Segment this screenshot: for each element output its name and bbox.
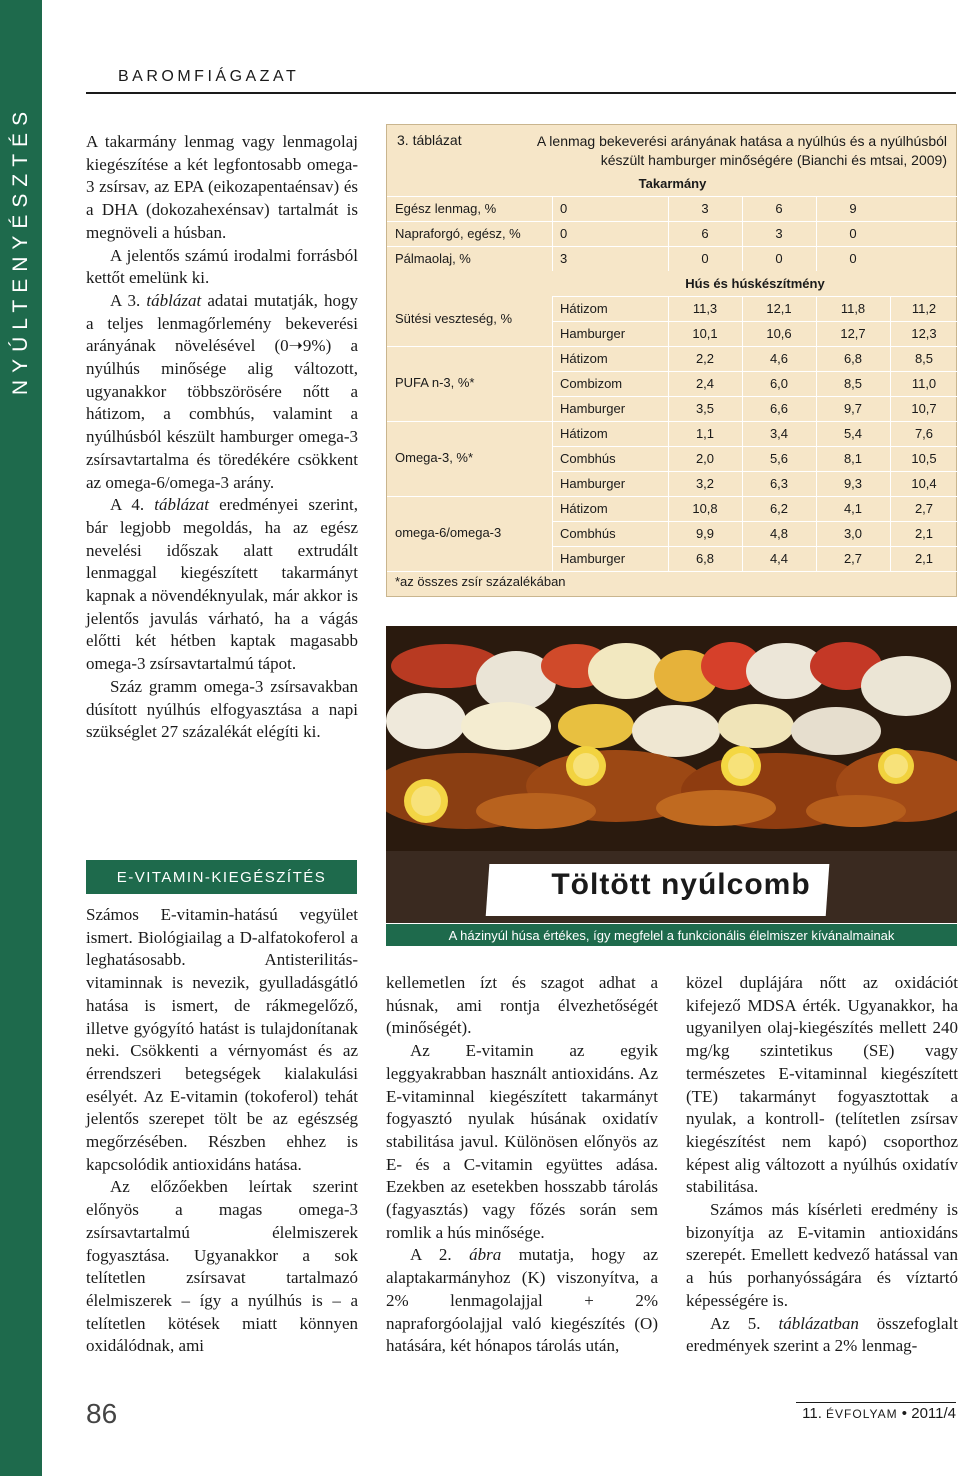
table-reference: táblázatban [778,1313,859,1333]
page-number: 86 [86,1398,118,1429]
table-row: Combhús 2,0 5,6 8,1 10,5 [560,451,937,466]
table-row: Egész lenmag, % 0 3 6 9 [395,201,857,216]
table-group-label: omega-6/omega-3 [395,525,502,540]
table-row: Hamburger 3,2 6,3 9,3 10,4 [560,476,937,491]
paragraph: A 2. ábra mutatja, hogy az alaptakarmányhoz (K) viszonyítva, a 2% lenmagolajjal + 2% napraforgóolajjal való kiegészítés (O) hatására, két hónapos tárolás után, [386,1245,659,1356]
article-column-2 [386,972,658,1358]
photo-sign-text: Töltött nyúlcomb [551,868,811,901]
figure-reference: ábra [469,1245,502,1265]
article-column-1-bottom [86,904,358,1358]
table-row: Hátizom 2,2 4,6 6,8 8,5 [560,351,934,366]
article-column-1-top [86,131,358,744]
table-row: Combizom 2,4 6,0 8,5 11,0 [560,376,937,391]
paragraph: A 4. táblázat eredményei szerint, bár legjobb megoldás, ha az egész nevelési időszak alatt extrudált lenmaggal kiegészített takarmányt kapnak a növendéknyulak, már akkor is jelentős javulás várható, ha a vágás előtti két hétben kaptak magasabb omega-3 zsírsavtartalmú tápot. [86,495,358,674]
issue-info: 11. ÉVFOLYAM • 2011/4 [802,1405,956,1422]
food-photo [386,626,957,923]
paragraph: Számos E-vitamin-hatású vegyület ismert. Biológiailag a D-alfatokoferol a leghatásosabb. Antisterilitás-vitaminnak is nevezik, gyulladásgátló hatása is ismert, de rákmegelőző, illetve gyógyító hatást is tulajdonítanak neki. Csökkenti a vérnyomást és az érrendszeri betegségek kialakulási esélyét. Az E-vitamin (tokoferol) tehát jelentős szerepet tölt be az egészség megőrzésében. Részben ehhez is kapcsolódik antioxidáns hatása. [86,905,358,1174]
paragraph: A jelentős számú irodalmi forrásból kettőt emelünk ki. [86,245,358,288]
table-row: Hamburger 3,5 6,6 9,7 10,7 [560,401,937,416]
table-row: Hátizom 11,3 12,1 11,8 11,2 [560,301,937,316]
table-group-label: Sütési veszteség, % [395,311,513,326]
table-title [387,129,958,173]
table-row: Pálmaolaj, % 3 0 0 0 [395,251,857,266]
table-row: Hátizom 1,1 3,4 5,4 7,6 [560,426,934,441]
table-group-label: Omega-3, %* [395,450,474,465]
paragraph: Az E-vitamin az egyik leggyakrabban használt antioxidáns. Az E-vitaminnal kiegészített takarmányt fogyasztó nyulak húsának oxidatív stabilitása javul. Különösen előnyös az E- és a C-vitamin együttes adása. Ezekben az esetekben hosszabb tárolás (fagyasztás) vagy főzés során sem romlik a hús minősége. [386,1041,658,1242]
table-reference: táblázat [154,495,210,515]
paragraph: közel duplájára nőtt az oxidációt kifejező MDSA érték. Ugyanakkor, ha ugyanilyen olaj-kiegészítés mellett 240 mg/kg szintetikus (SE) vagy természetes E-vitaminnal kiegészített (TE) takarmányt fogyasztottak a nyulak, a kontroll- (telítetlen zsírsav kiegészítést nem kapó) csoporthoz képest alig változott a nyúlhús oxidatív stabilitása. [686,973,958,1197]
paragraph: A 3. táblázat adatai mutatják, hogy a teljes lenmagőrlemény bekeverési arányának növelésével (0➝9%) a nyúlhús minősége alig változott, ugyanakkor többszörösére nőtt a hátizom, a combhús, valamint a nyúlhúsból készült hamburger omega-3 zsírsavtartalma és töredékére csökkent az omega-6/omega-3 arány. [86,290,358,492]
paragraph: Az 5. táblázatban összefoglalt eredmények szerint a 2% lenmag- [686,1313,959,1356]
table-section-feed: Takarmány [638,176,707,191]
side-band [0,0,42,1476]
table-reference: táblázat [146,290,202,310]
table-caption: A lenmag bekeverési arányának hatása a nyúlhús és a nyúlhúsból készült hamburger minőségére (Bianchi és mtsai, 2009) [536,133,947,168]
header-rule [86,92,956,94]
section-vertical-title: NYÚLTENYÉSZTÉS [9,104,32,396]
table-row: Hátizom 10,8 6,2 4,1 2,7 [560,501,934,516]
table-row: Hamburger 6,8 4,4 2,7 2,1 [560,551,934,566]
running-header: BAROMFIÁGAZAT [118,68,300,85]
paragraph: Számos más kísérleti eredmény is bizonyítja az E-vitamin antioxidáns szerepét. Emellett kedvező hatással van a hús porhanyósságára és víztartó képességére is. [686,1200,958,1310]
table-number: 3. táblázat [397,132,462,148]
paragraph: Száz gramm omega-3 zsírsavakban dúsított nyúlhús elfogyasztása a napi szükséglet 27 százalékát elégíti ki. [86,676,358,742]
table-row: Hamburger 10,1 10,6 12,7 12,3 [560,326,937,341]
table-row: Combhús 9,9 4,8 3,0 2,1 [560,526,934,541]
table-section-meat: Hús és húskészítmény [685,276,825,291]
paragraph: kellemetlen ízt és szagot adhat a húsnak, ami rontja élvezhetőségét (minőségét). [386,973,658,1038]
section-heading-e-vitamin: E-VITAMIN-KIEGÉSZÍTÉS [86,860,357,894]
table-row: Napraforgó, egész, % 0 6 3 0 [395,226,857,241]
table-footnote: *az összes zsír százalékában [395,574,566,589]
paragraph: Az előzőekben leírtak szerint előnyös a magas omega-3 zsírsavtartalmú élelmiszerek fogyasztása. Ugyanakkor a sok telítetlen zsírsavat tartalmazó élelmiszerek – így a nyúlhús is – a telítetlen kötések miatt könnyen oxidálódnak, ami [86,1177,358,1356]
table-3 [386,124,957,597]
article-column-3 [686,972,958,1358]
paragraph: A takarmány lenmag vagy lenmagolaj kiegészítése a két legfontosabb omega-3 zsírsav, az EPA (eikozapentaénsav) és a DHA (dokozahexénsav) tartalmát is megnöveli a húsban. [86,132,358,242]
photo-caption: A házinyúl húsa értékes, így megfelel a funkcionális élelmiszer kívánalmainak [386,924,957,946]
footer-rule [796,1402,956,1403]
table-group-label: PUFA n-3, %* [395,375,475,390]
